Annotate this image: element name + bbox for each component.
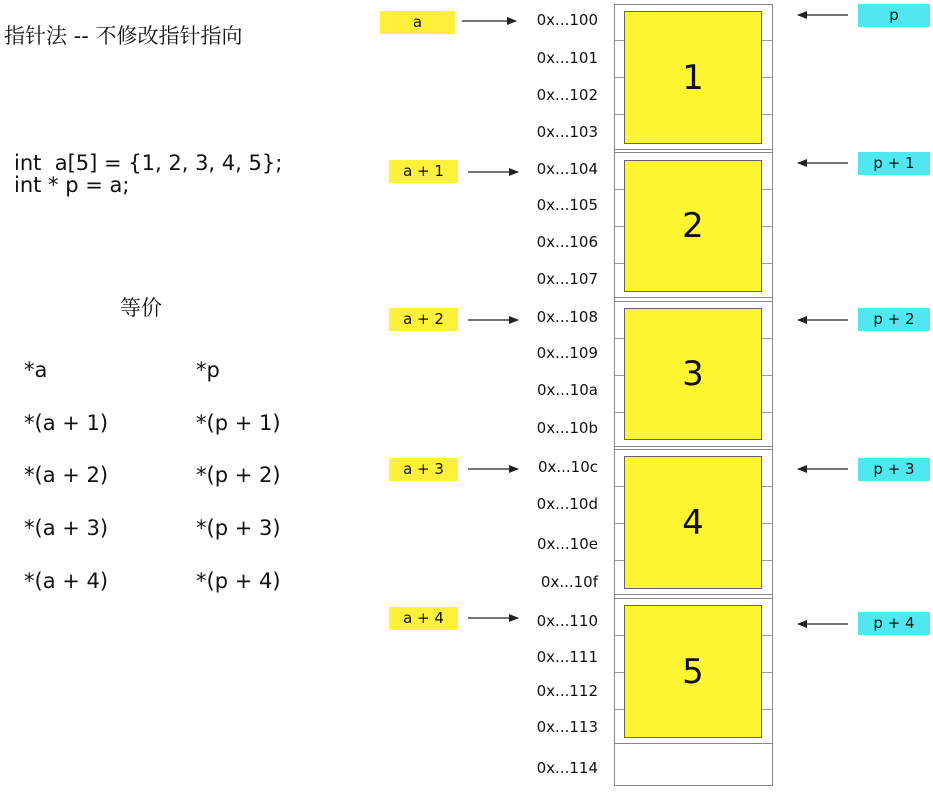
equiv-left-2: *(a + 2) (24, 463, 109, 487)
address-label: 0x...104 (536, 160, 598, 178)
code-line-array: int a[5] = {1, 2, 3, 4, 5}; (14, 151, 283, 175)
cell-value: 2 (682, 206, 704, 246)
equiv-right-0: *p (196, 358, 220, 382)
address-label: 0x...10e (536, 535, 598, 553)
equiv-left-3: *(a + 3) (24, 516, 109, 540)
code-line-pointer: int * p = a; (14, 173, 130, 197)
cell-value: 1 (682, 57, 704, 98)
address-label: 0x...10b (536, 419, 598, 437)
address-label: 0x...107 (536, 270, 598, 288)
address-label: 0x...101 (536, 49, 598, 67)
equiv-left-0: *a (24, 358, 48, 382)
equiv-left-4: *(a + 4) (24, 569, 109, 593)
address-label: 0x...105 (536, 196, 598, 214)
address-label: 0x...103 (536, 123, 598, 141)
equiv-right-4: *(p + 4) (196, 569, 281, 593)
a-pointer-tag-2: a + 2 (389, 308, 458, 331)
address-label: 0x...102 (536, 86, 598, 104)
a-pointer-tag-3: a + 3 (389, 458, 458, 481)
address-label: 0x...10c (537, 458, 598, 476)
address-label: 0x...110 (536, 612, 598, 630)
a-pointer-tag-0: a (380, 11, 455, 34)
address-label: 0x...100 (536, 11, 598, 29)
p-pointer-tag-4: p + 4 (858, 612, 930, 635)
equiv-right-3: *(p + 3) (196, 516, 281, 540)
p-pointer-tag-0: p (858, 4, 930, 27)
p-pointer-tag-3: p + 3 (858, 458, 930, 481)
p-pointer-tag-1: p + 1 (858, 152, 930, 175)
cell-value: 3 (682, 354, 704, 394)
address-label: 0x...111 (536, 648, 598, 666)
p-pointer-tag-2: p + 2 (858, 308, 930, 331)
equiv-left-1: *(a + 1) (24, 411, 109, 435)
address-label: 0x...112 (536, 682, 598, 700)
equiv-right-1: *(p + 1) (196, 411, 281, 435)
equivalence-heading: 等价 (120, 296, 162, 320)
address-label: 0x...108 (536, 308, 598, 326)
address-label: 0x...10d (536, 495, 598, 513)
page-title: 指针法 -- 不修改指针指向 (4, 24, 243, 48)
equiv-right-2: *(p + 2) (196, 463, 281, 487)
cell-value: 4 (682, 502, 704, 543)
address-label: 0x...10f (540, 573, 598, 591)
a-pointer-tag-4: a + 4 (389, 607, 458, 630)
address-label: 0x...109 (536, 344, 598, 362)
address-label: 0x...114 (536, 759, 598, 777)
address-label: 0x...10a (536, 381, 598, 399)
cell-value: 5 (682, 651, 704, 692)
address-label: 0x...106 (536, 233, 598, 251)
address-label: 0x...113 (536, 718, 598, 736)
a-pointer-tag-1: a + 1 (389, 160, 458, 183)
